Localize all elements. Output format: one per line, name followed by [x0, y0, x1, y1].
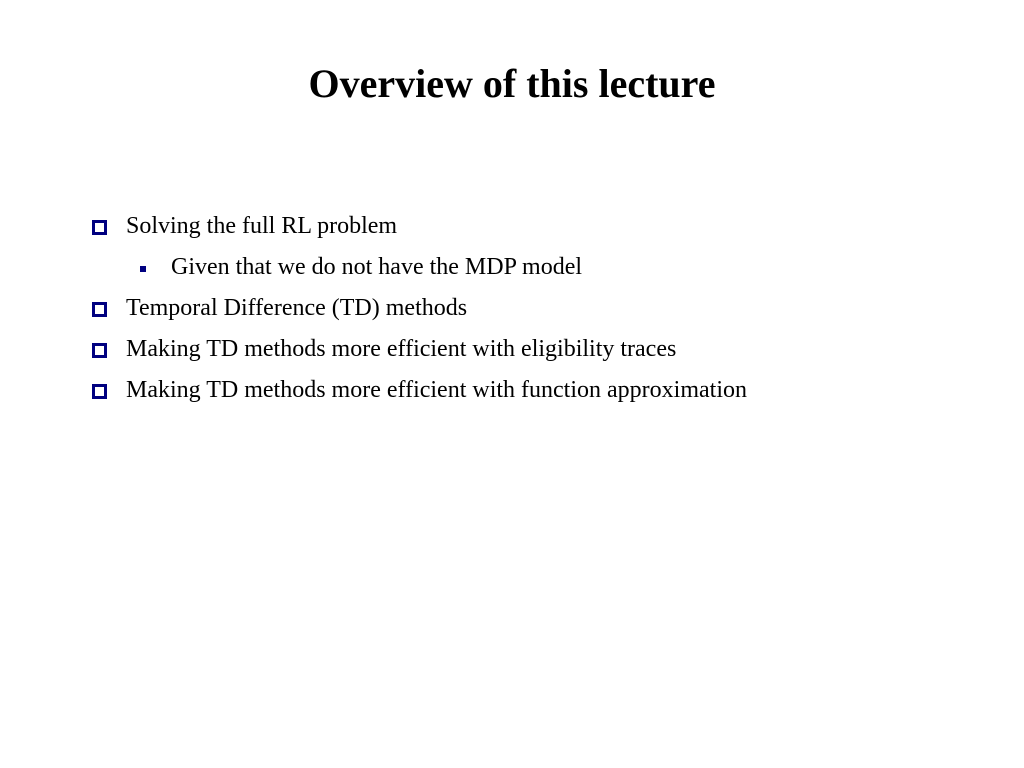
bullet-text: Temporal Difference (TD) methods	[126, 295, 468, 321]
bullet-text: Making TD methods more efficient with eligibility traces	[126, 336, 677, 362]
bullet-item	[90, 288, 747, 329]
hollow-square-bullet-icon	[92, 302, 107, 317]
small-square-bullet-icon	[140, 266, 146, 272]
slide-title: Overview of this lecture	[308, 61, 716, 106]
hollow-square-bullet-icon	[92, 343, 107, 358]
sub-bullet-item	[90, 247, 747, 288]
hollow-square-bullet-icon	[92, 220, 107, 235]
bullet-text: Solving the full RL problem	[126, 213, 398, 239]
bullet-text: Making TD methods more efficient with function approximation	[126, 377, 747, 403]
sub-bullet-text: Given that we do not have the MDP model	[171, 254, 583, 280]
bullet-item	[90, 206, 747, 247]
bullet-item	[90, 329, 747, 370]
bullet-list	[90, 206, 747, 411]
hollow-square-bullet-icon	[92, 384, 107, 399]
bullet-item	[90, 370, 747, 411]
